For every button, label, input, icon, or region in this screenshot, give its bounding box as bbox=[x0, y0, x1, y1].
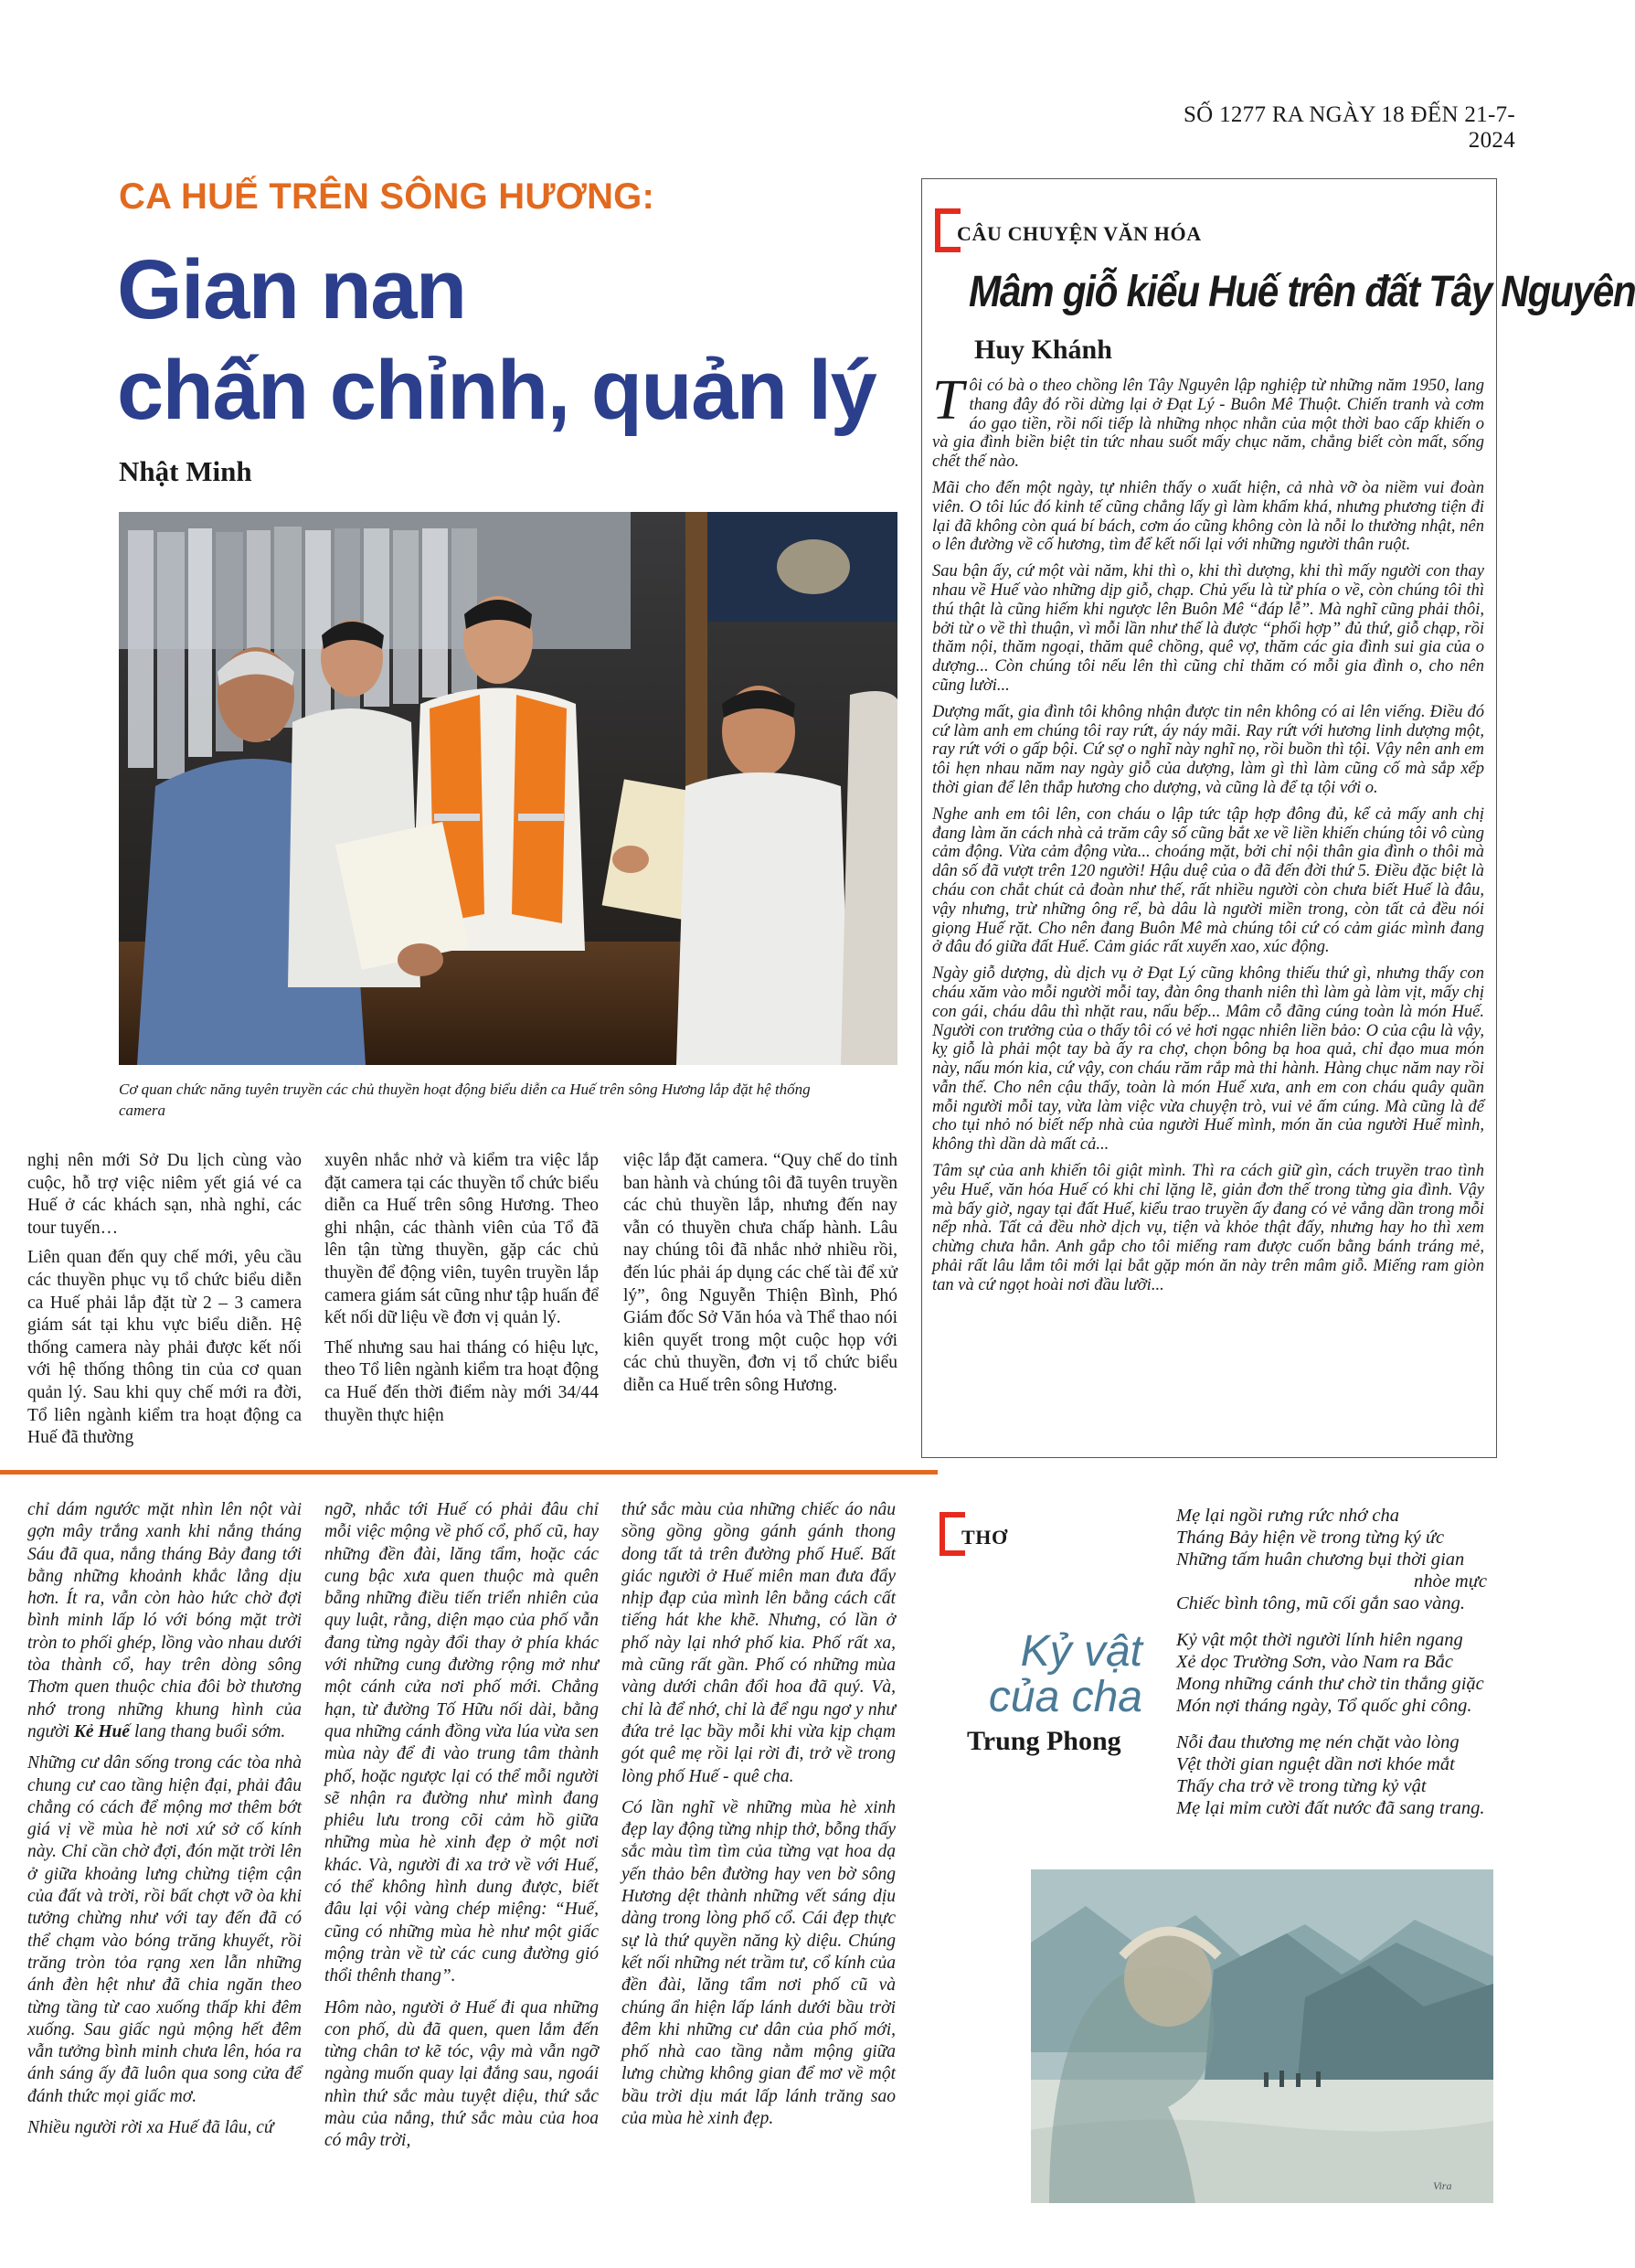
poem-line: nhòe mực bbox=[1413, 1571, 1487, 1592]
article-column-3 bbox=[623, 1150, 897, 1405]
poem-line: Chiếc bình tông, mũ cối gắn sao vàng. bbox=[1176, 1593, 1466, 1613]
paragraph: xuyên nhắc nhở và kiểm tra việc lắp đặt camera tại các thuyền tổ chức biểu diễn ca Huế trên sông Hương. Theo ghi nhận, các thành viên của Tổ đã lên tận từng thuyền, gặp các chủ thuyền để động viên, tuyên truyền lắp camera giám sát cũng như tập huấn để kết nối dữ liệu về đơn vị quản lý. bbox=[324, 1151, 599, 1328]
paragraph: Có lần nghĩ về những mùa hè xinh đẹp lay động từng nhịp thở, bỗng thấy sắc màu tìm tìm của từng vạt hoa dạ yến thảo bên đường hay ven bờ sông Hương dệt thành những vết sáng dịu dàng trong lòng phố cổ. Cái đẹp thực sự là thứ quyền năng kỳ diệu. Chúng kết nối những nét trầm tư, cổ kính của đền đài, lăng tẩm nơi phố cũ và chúng ẩn hiện lấp lánh dưới bầu trời đêm khi những cư dân của phố mới, phố nhà cao tầng nằm mộng giữa lưng chừng không gian để mơ về một bầu trời dịu mát lấp lánh trăng sao của mùa hè xinh đẹp. bbox=[621, 1797, 896, 2129]
poem-line: Tháng Bảy hiện về trong từng ký ức bbox=[1176, 1528, 1445, 1548]
culture-story-author: Huy Khánh bbox=[974, 335, 1112, 365]
article-kicker: CA HUẾ TRÊN SÔNG HƯƠNG: bbox=[119, 176, 654, 217]
headline-line-2: chấn chỉnh, quản lý bbox=[117, 344, 876, 437]
poem-line: Món nợi tháng ngày, Tổ quốc ghi công. bbox=[1176, 1696, 1472, 1716]
poem-line: Mẹ lại ngồi rưng rức nhớ cha bbox=[1176, 1506, 1399, 1526]
poem-illustration bbox=[1031, 1869, 1493, 2203]
paragraph-text: ôi có bà o theo chồng lên Tây Nguyên lập nghiệp từ những năm 1950, lang thang đây đó rồi dừng lại ở Đạt Lý - Buôn Mê Thuột. Chiến tranh và cơm áo gạo tiền, rồi nối tiếp là những nhọc nhằn của một thời bao cấp khiến o và gia đình biền biệt tin tức nhau suốt mấy chục năm, chẳng biết còn mất, sống chết thế nào. bbox=[932, 377, 1484, 472]
photo-caption: Cơ quan chức năng tuyên truyền các chủ thuyền hoạt động biểu diễn ca Huế trên sông Hương lắp đặt hệ thống camera bbox=[119, 1081, 811, 1119]
poem-title bbox=[971, 1629, 1142, 1720]
paragraph: thứ sắc màu của những chiếc áo nâu sồng gồng gồng gánh gánh thong dong tất tả trên đường phố Huế. Bất giác người ở Huế miên man đưa đẩy nhịp đạp của mình lên bằng cách cất tiếng hát khe khẽ. Nhưng, có lần ở phố này lại nhớ phố kia. Phố rất xa, mà cũng rất gần. Phố có những mùa vàng dưới chân đổi hoa đã quý. Và, chỉ là để nhớ, chỉ là để ngu ngơ y như đứa trẻ lạc bầy mỗi khi vừa kịp chạm gót quê mẹ rồi lại rời đi, trở về trong lòng phố Huế - quê cha. bbox=[621, 1500, 896, 1786]
article-column-1 bbox=[27, 1150, 302, 1457]
poem-line: Vệt thời gian nguệt dần nơi khóe mắt bbox=[1176, 1754, 1455, 1774]
paragraph: ngỡ, nhắc tới Huế có phải đâu chỉ mỗi việc mộng về phố cổ, phố cũ, hay những đền đài, lăng tẩm, hoặc các cung bậc xưa quen thuộc mà quên bẵng những điều tiến triển nhiên của quy luật, rằng, diện mạo của phố vẫn đang từng ngày đổi thay ở phía khác với những cung đường rộng mở như một cánh cửa nơi phố mới. Chẳng hạn, từ đường Tố Hữu nối dài, bằng qua những cánh đồng vừa lúa vừa sen mùa này để đi vào trung tâm thành phố, hoặc ngược lại có thể mỗi người sẽ nhận ra đường như mình đang phiêu lưu trong cõi cảm hồ giữa những mùa hè xinh đẹp ở một nơi khác. Và, người đi xa trở về với Huế, có thể không hình dung được, biết đâu lại vội vàng chép miệng: “Huế, cũng có những mùa hè như một giấc mộng tràn về từ các cung đường gió thổi thênh thang”. bbox=[324, 1500, 599, 1986]
paragraph-text: lang thang buổi sớm. bbox=[130, 1721, 286, 1741]
paragraph: Tâm sự của anh khiến tôi giật mình. Thì ra cách giữ gìn, cách truyền trao tình yêu Huế, văn hóa Huế có khi chỉ lặng lẽ, giản đơn thế trong từng gia đình. Vậy mà bấy giờ, ngay tại đất Huế, kiểu trao truyền ấy đang có vẻ vắng dần trong mỗi nếp nhà. Tất cả đều nhờ dịch vụ, tiện và khỏe thật đấy, nhưng hay ho thì xem chừng chưa hẳn. Anh gắp cho tôi miếng ram được cuốn bằng bánh tráng mẻ, phải rất lâu lắm tôi mới lại bắt gặp món ăn này trên mâm giỗ. Miếng ram giòn tan và cứ ngọt hoài nơi đầu lưỡi... bbox=[932, 1162, 1484, 1294]
headline-line-1: Gian nan bbox=[117, 243, 466, 336]
paragraph-text: chỉ dám ngước mặt nhìn lên nột vài gợn mây trắng xanh khi nắng tháng Sáu đã qua, nắng tháng Bảy đang tới bằng những khoảnh khắc lẳng dịu hơn. Ít ra, vẫn còn hào hức chờ đợi bình minh lấp ló với bóng mặt trời tròn to phối ghép, lồng vào nhau dưới tòa thành cổ, hay trên dòng sông Thơm quen thuộc chia đôi bờ thương nhớ trong những khung hình của người bbox=[27, 1500, 302, 1741]
article-column-2 bbox=[324, 1150, 599, 1434]
bottom-column-1 bbox=[27, 1499, 302, 2148]
paragraph: Mãi cho đến một ngày, tự nhiên thấy o xuất hiện, cả nhà vỡ òa niềm vui đoàn viên. O tôi lúc đó kinh tế cũng chẳng lấy gì làm khấm khá, nhưng phương tiện đi lại đã không còn quá bí bách, cơm áo cũng không còn là nỗi lo thường nhật, nên o lên đường về cố hương, tìm để kết nối lại với những người thân ruột. bbox=[932, 478, 1484, 555]
paragraph: Nghe anh em tôi lên, con cháu o lập tức tập hợp đông đủ, kể cả mấy anh chị đang làm ăn cách nhà cả trăm cây số cũng bắt xe về liền khiến chúng tôi vô cùng cảm động. Vừa cảm động vừa... choáng mặt, bởi chỉ nội thân gia đình o thôi mà dân số đã vượt trên 120 người! Hậu duệ của o đã đến đời thứ 5. Điều đặc biệt là cháu con chắt chút cả đoàn như thế, rất nhiều người còn chưa biết Huế là đâu, vậy nhưng, trừ những ông rể, bà dâu là người miền trong, còn tất cả đều nói giọng Huế rặt. Cho nên đang Buôn Mê mà chúng tôi cứ có cảm giác mình đang ở đâu đó giữa đất Huế. Cảm giác rất xuyến xao, xúc động. bbox=[932, 804, 1484, 957]
paragraph: Dượng mất, gia đình tôi không nhận được tin nên không có ai lên viếng. Điều đó cứ làm anh em chúng tôi ray rứt, áy náy mãi. Ray rứt với hương linh dượng một, ray rứt với o gấp bội. Cứ sợ o nghĩ này nghĩ nọ, rồi buồn thì tội. Vậy nên anh em tôi hẹn nhau năm nay ngày giỗ của dượng, làm gì thì làm cũng cố mà sắp xếp thời gian để lên thắp hương cho dượng, và cũng là để tạ tội với o. bbox=[932, 702, 1484, 797]
poem-line: Những tấm huân chương bụi thời gian bbox=[1176, 1549, 1465, 1570]
poem-title-line-1: Kỷ vật bbox=[1020, 1627, 1142, 1676]
poem-stanza-2 bbox=[1176, 1629, 1484, 1717]
paragraph bbox=[932, 369, 1484, 472]
section-divider bbox=[0, 1470, 938, 1475]
issue-line: SỐ 1277 RA NGÀY 18 ĐẾN 21-7-2024 bbox=[1183, 102, 1515, 153]
illustration-painting bbox=[1031, 1869, 1493, 2203]
poem-line: Mong những cánh thư chờ tin thắng giặc bbox=[1176, 1674, 1484, 1694]
article-author: Nhật Minh bbox=[119, 455, 252, 487]
paragraph: Ngày giỗ dượng, dù dịch vụ ở Đạt Lý cũng không thiếu thứ gì, nhưng thấy con cháu xăm vào mỗi người mỗi tay, đàn ông thanh niên thì làm gà làm vịt, mấy chị con gái, cháu dâu thì nhặt rau, nấu bếp... Mâm cỗ đãng cúng toàn là món Huế. Người con trưởng của o thấy tôi có vẻ hơi ngạc nhiên liền bảo: O của cậu là vậy, kỵ giỗ là phải một tay bà ấy ra chợ, chọn bông bạ hoa quả, chỉ đạo mua món này, nấu món kia, cứ vậy, con cháu răm rắp mà thi hành. Hàng chục năm nay rồi vẫn thế. Cho nên cậu thấy, toàn là món Huế xưa, anh em con cháu quây quần mỗi người mỗi tay, vừa làm việc vừa chuyện trò, vui vẻ ấm cúng. Mà cũng là để cho tụi nhỏ nó biết nếp nhà của người Huế mình, món ăn của người Huế mình, không thì dần dà mất cả... bbox=[932, 964, 1484, 1155]
poem-section-label: THƠ bbox=[961, 1526, 1008, 1549]
drop-cap: T bbox=[932, 369, 964, 431]
paragraph: Hôm nào, người ở Huế đi qua những con phố, dù đã quen, quen lắm đến từng chân tơ kẽ tóc, vậy mà vẫn ngỡ ngàng muốn quay lại đắng sau, ngoái nhìn thứ sắc màu tuyệt diệu, thứ sắc màu của nắng, thứ sắc màu của hoa có mây trời, bbox=[324, 1997, 599, 2151]
section-label: CÂU CHUYỆN VĂN HÓA bbox=[957, 222, 1202, 245]
culture-story-body bbox=[932, 369, 1484, 1303]
paragraph: Liên quan đến quy chế mới, yêu cầu các thuyền phục vụ tổ chức biểu diễn ca Huế phải lắp đặt từ 2 – 3 camera giám sát tại khu vực biểu diễn. Hệ thống camera này phải được kết nối với hệ thống thông tin của cơ quan quản lý. Sau khi quy chế mới ra đời, Tổ liên ngành kiểm tra hoạt động ca Huế đã thường bbox=[27, 1248, 302, 1448]
poem-stanza-3 bbox=[1176, 1731, 1484, 1819]
poem-author: Trung Phong bbox=[967, 1726, 1121, 1756]
article-photo bbox=[119, 512, 897, 1065]
poem-line: Xẻ dọc Trường Sơn, vào Nam ra Bắc bbox=[1176, 1652, 1453, 1672]
paragraph bbox=[27, 1499, 302, 1743]
photo-illustration bbox=[119, 512, 897, 1065]
paragraph: Sau bận ấy, cứ một vài năm, khi thì o, khi thì dượng, khi thì mấy người con thay nhau về Huế vào những dịp giỗ, chạp. Chủ yếu là từ phía o về, còn chúng tôi thì thú thật là cũng hiếm khi ngược lên Buôn Mê “đáp lễ”. Mà nghĩ cũng phải thôi, bởi từ o về thì thuận, vì mỗi lần như thế là được “phối hợp” đủ thứ, giỗ chạp, rồi thăm nội, thăm ngoại, thăm quê chồng, quê vợ, thăm các gia đình sui gia của o dượng... Còn chúng tôi nếu lên thì cũng chỉ thăm có mỗi gia đình o, cho nên cũng lười... bbox=[932, 562, 1484, 695]
paragraph: nghị nên mới Sở Du lịch cùng vào cuộc, hỗ trợ việc niêm yết giá vé ca Huế ở các khách sạn, nhà nghỉ, các tour tuyến… bbox=[27, 1151, 302, 1238]
bottom-column-2 bbox=[324, 1499, 599, 2162]
paragraph: Những cư dân sống trong các tòa nhà chung cư cao tầng hiện đại, phải đâu chẳng có cách để mộng mơ thêm bớt giá vị về mùa hè nơi xứ sở cố kính này. Chỉ cần chờ đợi, đón mặt trời lên ở giữa khoảng lưng chừng tiệm cận của đất và trời, rồi bất chợt vỡ òa khi tưởng chừng như với tay đến đã có thể chạm vào bóng trăng khuyết, rồi trăng tròn tỏa rạng xen lẫn những ánh đèn hệt như đã chia ngăn theo từng tầng từ cao xuống thấp khi đêm xuống. Sau giấc ngủ mộng hết đêm vẫn tưởng bình minh chưa lên, hóa ra ánh sáng ấy đã luôn qua song cửa để đánh thức mọi giấc mơ. bbox=[27, 1753, 302, 2106]
poem-stanza-1 bbox=[1176, 1505, 1487, 1614]
poem-title-line-2: của cha bbox=[988, 1673, 1142, 1721]
paragraph: việc lắp đặt camera. “Quy chế do tỉnh ban hành và chúng tôi đã tuyên truyền các chủ thuyền lắp, nhưng đến nay vẫn có thuyền chưa chấp hành. Lâu nay chúng tôi đã nhắc nhở nhiều rồi, đến lúc phải áp dụng các chế tài để xử lý”, ông Nguyễn Thiện Bình, Phó Giám đốc Sở Văn hóa và Thể thao nói kiên quyết trong một cuộc họp với các chủ thuyền, đơn vị tổ chức biểu diễn ca Huế trên sông Hương. bbox=[623, 1151, 897, 1395]
paragraph: Nhiều người rời xa Huế đã lâu, cứ bbox=[27, 2118, 274, 2138]
bottom-column-3 bbox=[621, 1499, 896, 2139]
poem-line: Thấy cha trở về trong từng kỷ vật bbox=[1176, 1776, 1427, 1796]
poem-line: Mẹ lại mỉm cười đất nước đã sang trang. bbox=[1176, 1798, 1485, 1818]
culture-story-title: Mâm giỗ kiểu Huế trên đất Tây Nguyên bbox=[969, 268, 1635, 316]
poem-line: Kỷ vật một thời người lính hiên ngang bbox=[1176, 1630, 1463, 1650]
illustration-signature: Vira bbox=[1433, 2179, 1452, 2192]
article-headline bbox=[117, 240, 921, 441]
paragraph: Thế nhưng sau hai tháng có hiệu lực, theo Tổ liên ngành kiểm tra hoạt động ca Huế đến thời điểm này mới 34/44 thuyền thực hiện bbox=[324, 1337, 599, 1425]
bold-term: Kẻ Huế bbox=[73, 1721, 131, 1741]
poem-line: Nỗi đau thương mẹ nén chặt vào lòng bbox=[1176, 1732, 1460, 1752]
